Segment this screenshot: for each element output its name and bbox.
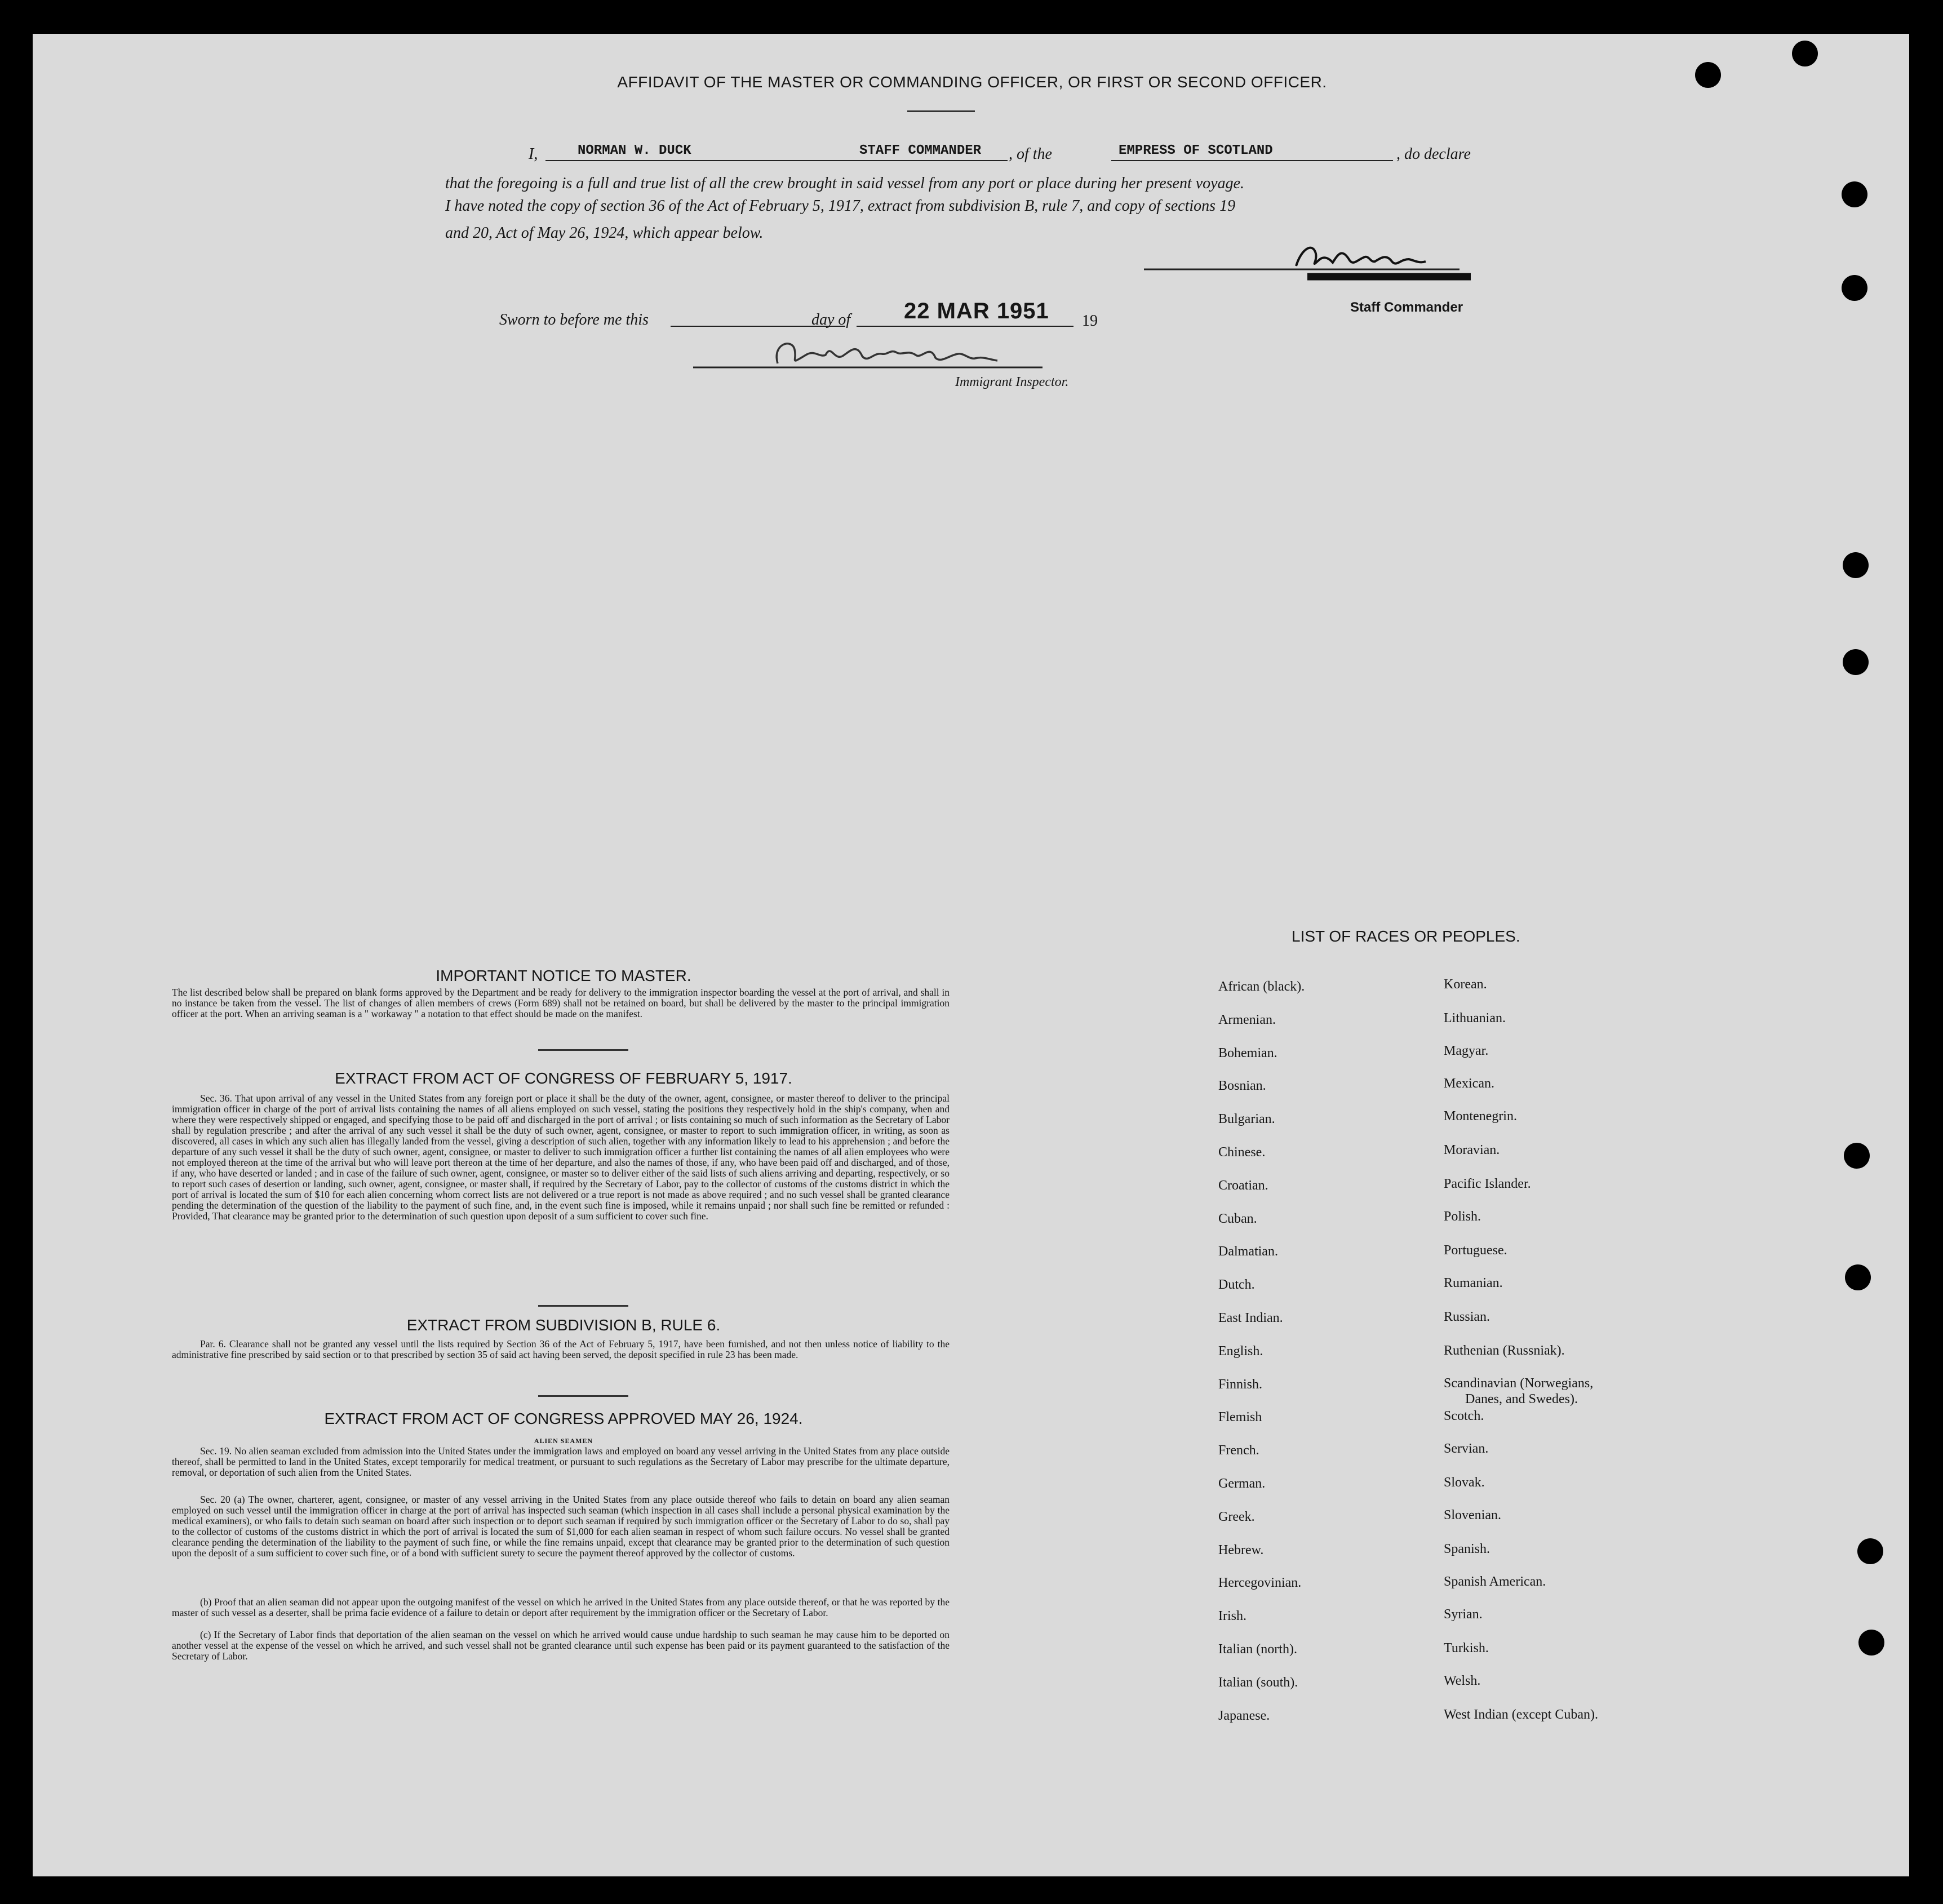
race-item: East Indian. [1218,1311,1283,1325]
extract-1924-sec20b: (b) Proof that an alien seaman did not appear upon the outgoing manifest of the vessel on which he arrived in the United States from any place outside thereof, or that he was reported by the master of such vessel as a deserter, shall be prima facie evidence of a failure to detain or deport after requirement by the immigration officer or the Secretary of Labor. [172,1596,950,1618]
year-suffix: 19 [1082,312,1098,330]
vessel-name-line [1111,160,1393,161]
race-item: Finnish. [1218,1377,1263,1392]
extract-1924-subtitle: ALIEN SEAMEN [534,1437,593,1445]
officer-rank: STAFF COMMANDER [859,143,982,158]
punch-hole [1844,1143,1870,1169]
race-item: Ruthenian (Russniak). [1444,1343,1565,1358]
sworn-month-line [857,326,1073,327]
race-item: Portuguese. [1444,1243,1507,1258]
officer-name-line [545,160,1008,161]
notice-title: IMPORTANT NOTICE TO MASTER. [436,967,691,984]
race-item: Dutch. [1218,1277,1255,1293]
affidavit-line-3: I have noted the copy of section 36 of the Act of February 5, 1917, extract from subdivision B, rule 7, and copy of sections 19 [445,197,1236,215]
extract-rule6-body: Par. 6. Clearance shall not be granted any vessel until the lists required by Section 36 of the Act of February 5, 1917, have been furnished, and not then unless notice of liability to the administrative fine prescribed by said section or to that prescribed by section 35 of said act having been served, the deposit specified in rule 23 has been made. [172,1338,950,1360]
race-item: Bulgarian. [1218,1112,1275,1127]
race-item: Syrian. [1444,1607,1483,1622]
signer-title: Staff Commander [1350,300,1463,315]
extract-1924-sec20c: (c) If the Secretary of Labor finds that deportation of the alien seaman on the vessel on which he arrived would cause undue hardship to such seaman he may cause him to be deported on another vessel at the expense of the vessel on which he arrived, and such vessel shall not be granted clearance until such expense has been paid or its payment guaranteed to the satisfaction of the Secretary of Labor. [172,1629,950,1662]
divider [538,1395,628,1397]
race-item: Hebrew. [1218,1542,1264,1557]
race-item: Scotch. [1444,1409,1484,1423]
extract-rule6-title: EXTRACT FROM SUBDIVISION B, RULE 6. [406,1316,721,1334]
race-item: Bosnian. [1218,1079,1266,1094]
race-item: Mexican. [1444,1076,1494,1091]
race-item: Russian. [1444,1310,1490,1324]
notice-body: The list described below shall be prepared on blank forms approved by the Department and be ready for delivery to the immigration inspector boarding the vessel at the port of arrival, and shall in no instance be taken from the vessel. The list of changes of alien members of crews (Form 689) shall not be retained on board, but shall be delivered by the master to the principal immigration officer at the port. When an arriving seaman is a " workaway " a notation to that effect should be made on the manifest. [172,987,950,1019]
of-the-label: , of the [1009,145,1052,163]
race-item: Moravian. [1444,1143,1500,1157]
race-item: Danes, and Swedes). [1465,1392,1578,1406]
race-item: Montenegrin. [1444,1109,1517,1124]
divider [538,1305,628,1307]
race-item: Turkish. [1444,1641,1489,1656]
punch-hole [1858,1630,1884,1656]
divider [538,1049,628,1051]
race-item: Slovak. [1444,1475,1485,1490]
race-item: Irish. [1218,1609,1246,1624]
punch-hole [1842,275,1867,301]
race-item: African (black). [1218,979,1305,994]
affidavit-line-2: that the foregoing is a full and true list of all the crew brought in said vessel from any port or place during her present voyage. [445,175,1245,192]
extract-1917-title: EXTRACT FROM ACT OF CONGRESS OF FEBRUARY 5, 1917. [335,1069,792,1087]
extract-1924-title: EXTRACT FROM ACT OF CONGRESS APPROVED MAY 26, 1924. [324,1410,803,1427]
punch-hole [1792,41,1818,66]
race-item: Armenian. [1218,1012,1276,1027]
race-item: West Indian (except Cuban). [1444,1707,1598,1722]
inspector-signature [693,332,1054,378]
race-item: Magyar. [1444,1044,1489,1058]
race-item: German. [1218,1476,1266,1491]
sworn-date-stamp: 22 MAR 1951 [904,299,1049,323]
race-item: Rumanian. [1444,1276,1503,1290]
race-item: Italian (north). [1218,1642,1297,1657]
race-item: Slovenian. [1444,1508,1501,1523]
punch-hole [1842,181,1867,207]
race-item: Lithuanian. [1444,1011,1506,1026]
race-item: Japanese. [1218,1708,1270,1723]
race-item: Welsh. [1444,1674,1481,1688]
affidavit-line-4: and 20, Act of May 26, 1924, which appear below. [445,224,764,242]
race-item: Korean. [1444,977,1487,992]
punch-hole [1845,1264,1871,1290]
officer-name: NORMAN W. DUCK [578,143,691,158]
punch-hole [1843,649,1869,675]
race-item: Spanish. [1444,1542,1490,1556]
declare-prefix: I, [529,145,538,163]
extract-1924-sec19: Sec. 19. No alien seaman excluded from admission into the United States under the immigration laws and employed on board any vessel arriving in the United States from any place outside thereof, shall be permitted to land in the United States, except temporarily for medical treatment, or pursuant to such regulations as the Secretary of Labor may prescribe for the ultimate departure, removal, or deportation of such alien from the United States. [172,1445,950,1478]
race-item: Servian. [1444,1441,1489,1456]
race-item: Polish. [1444,1209,1481,1224]
day-of-label: day of [811,311,851,329]
race-item: Dalmatian. [1218,1244,1278,1259]
race-item: Scandinavian (Norwegians, [1444,1376,1594,1391]
race-item: Flemish [1218,1410,1262,1425]
race-item: Chinese. [1218,1145,1266,1160]
extract-1924-sec20a: Sec. 20 (a) The owner, charterer, agent, consignee, or master of any vessel arriving in the United States from any place outside thereof who fails to detain on board any alien seaman employed on such vessel until the immigration officer in charge at the port of arrival has inspected such seaman (which inspection in all cases shall include a personal physical examination by the medical examiners), or who fails to detain such seaman on board after such inspection or to deport such seaman if required by such immigration officer or the Secretary of Labor to do so, shall pay to the collector of customs of the customs district in which the port of arrival is located the sum of $1,000 for each alien seaman in respect of whom such failure occurs. No vessel shall be granted clearance pending the determination of the liability to the payment of such fine, or while the fine remains unpaid, except that clearance may be granted prior to the determination of such question upon the deposit of a sum sufficient to cover such fine, or of a bond with sufficient surety to secure the payment thereof approved by the collector of customs. [172,1494,950,1559]
race-item: French. [1218,1443,1259,1458]
punch-hole [1843,552,1869,578]
race-item: Italian (south). [1218,1675,1298,1690]
inspector-title: Immigrant Inspector. [955,375,1069,389]
master-signature [1144,237,1493,287]
race-item: Cuban. [1218,1211,1257,1226]
punch-hole [1695,62,1721,88]
do-declare-label: , do declare [1396,145,1471,163]
races-title: LIST OF RACES OR PEOPLES. [1292,927,1520,945]
race-item: Greek. [1218,1509,1255,1524]
race-item: Croatian. [1218,1178,1268,1193]
punch-hole [1857,1538,1883,1564]
extract-1917-body: Sec. 36. That upon arrival of any vessel in the United States from any foreign port or place it shall be the duty of the owner, agent, consignee, or master thereof to deliver to the principal immigration officer in charge of the port of arrival lists containing the names of all aliens employed on such vessel, stating the positions they respectively hold in the ship's company, when and where they were respectively shipped or engaged, and specifying those to be paid off and discharged in the port of arrival ; or lists containing so much of such information as the Secretary of Labor shall by regulation prescribe ; and after the arrival of any such vessel it shall be the duty of such owner, agent, consignee, or master to report to such immigration officer, in writing, as soon as discovered, all cases in which any such alien has illegally landed from the vessel, giving a description of such alien, together with any information likely to lead to his apprehension ; and before the departure of any such vessel it shall be the duty of such owner, agent, consignee, or master to deliver to such immigration officer a further list containing the names of all alien employees who were not employed thereon at the time of the arrival but who will leave port thereon at the time of her departure, and also the names of those, if any, who have been paid off and discharged, and of those, if any, who have deserted or landed ; and in case of the failure of such owner, agent, consignee, or master so to deliver either of the said lists of such aliens arriving and departing, respectively, or so to report such cases of desertion or landing, such owner, agent, consignee, or master shall, if required by the Secretary of Labor, pay to the collector of customs of the customs district in which the port of arrival is located the sum of $10 for each alien concerning whom correct lists are not delivered or a true report is not made as above required ; and no such vessel shall be granted clearance pending the determination of the question of the liability to the payment of such fine, and, in the event such fine is imposed, while it remains unpaid ; nor shall such fine be remitted or refunded : Provided, That clearance may be granted prior to the determination of such question upon deposit of a sum sufficient to cover such fine. [172,1093,950,1222]
divider [907,110,975,112]
race-item: Spanish American. [1444,1574,1546,1589]
race-item: English. [1218,1343,1263,1359]
race-item: Hercegovinian. [1218,1575,1302,1591]
vessel-name: EMPRESS OF SCOTLAND [1119,143,1273,158]
sworn-prefix: Sworn to before me this [499,311,649,329]
affidavit-title: AFFIDAVIT OF THE MASTER OR COMMANDING OFFICER, OR FIRST OR SECOND OFFICER. [617,73,1327,91]
race-item: Pacific Islander. [1444,1177,1531,1191]
race-item: Bohemian. [1218,1045,1277,1060]
